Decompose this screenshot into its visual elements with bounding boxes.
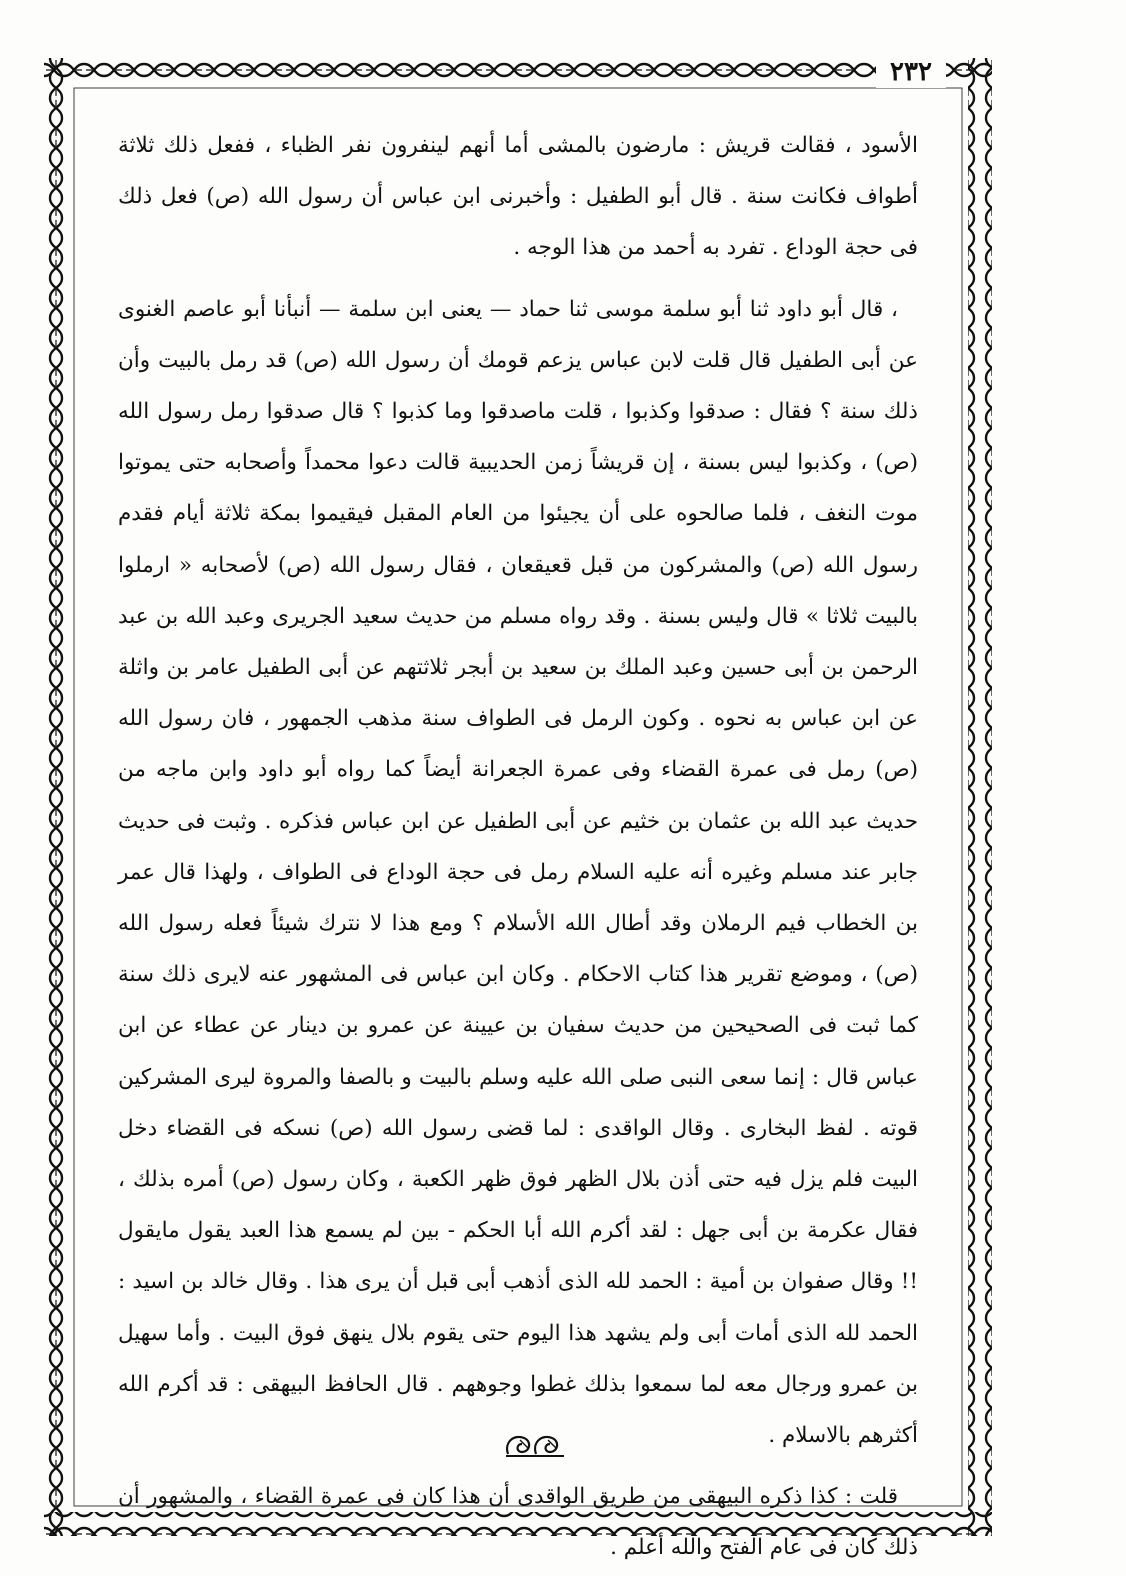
end-ornament-icon [500, 1428, 570, 1462]
paragraph-3: قلت : كذا ذكره البيهقى من طريق الواقدى أن هذا كان فى عمرة القضاء ، والمشهور أن ذلك كان فى عام الفتح والله أعلم . [118, 1484, 918, 1561]
page-body [118, 120, 918, 1574]
paragraph-1: الأسود ، فقالت قريش : مارضون بالمشى أما أنهم لينفرون نفر الظباء ، ففعل ذلك ثلاثة أطواف فكانت سنة . قال أبو الطفيل : وأخبرنى ابن عباس أن رسول الله (ص) فعل ذلك فى حجة الوداع . تفرد به أحمد من هذا الوجه . [118, 133, 918, 261]
paragraph-2: ، قال أبو داود ثنا أبو سلمة موسى ثنا حماد — يعنى ابن سلمة — أنبأنا أبو عاصم الغنوى عن أبى الطفيل قال قلت لابن عباس يزعم قومك أن رسول الله (ص) قد رمل بالبيت وأن ذلك سنة ؟ فقال : صدقوا وكذبوا ، قلت ماصدقوا وما كذبوا ؟ قال صدقوا رمل رسول الله (ص) ، وكذبوا ليس بسنة ، إن قريشاً زمن الحديبية قالت دعوا محمداً وأصحابه حتى يموتوا موت النغف ، فلما صالحوه على أن يجيئوا من العام المقبل فيقيموا بمكة ثلاثة أيام فقدم رسول الله (ص) والمشركون من قبل قعيقعان ، فقال رسول الله (ص) لأصحابه « ارملوا بالبيت ثلاثا » قال وليس بسنة . وقد رواه مسلم من حديث سعيد الجريرى وعبد الله بن عبد الرحمن بن أبى حسين وعبد الملك بن سعيد بن أبجر ثلاثتهم عن أبى الطفيل عامر بن واثلة عن ابن عباس به نحوه . وكون الرمل فى الطواف سنة مذهب الجمهور ، فان رسول الله (ص) رمل فى عمرة القضاء وفى عمرة الجعرانة أيضاً كما رواه أبو داود وابن ماجه من حديث عبد الله بن عثمان بن خثيم عن أبى الطفيل عن ابن عباس فذكره . وثبت فى حديث جابر عند مسلم وغيره أنه عليه السلام رمل فى حجة الوداع فى الطواف ، ولهذا قال عمر بن الخطاب فيم الرملان وقد أطال الله الأسلام ؟ ومع هذا لا نترك شيئاً فعله رسول الله (ص) ، وموضع تقرير هذا كتاب الاحكام . وكان ابن عباس فى المشهور عنه لايرى ذلك سنة كما ثبت فى الصحيحين من حديث سفيان بن عيينة عن عمرو بن دينار عن عطاء عن ابن عباس قال : إنما سعى النبى صلى الله عليه وسلم بالبيت و بالصفا والمروة ليرى المشركين قوته . لفظ البخارى . وقال الواقدى : لما قضى رسول الله (ص) نسكه فى القضاء دخل البيت فلم يزل فيه حتى أذن بلال الظهر فوق ظهر الكعبة ، وكان رسول (ص) أمره بذلك ، فقال عكرمة بن أبى جهل : لقد أكرم الله أبا الحكم - بين لم يسمع هذا العبد يقول مايقول !! وقال صفوان بن أمية : الحمد لله الذى أذهب أبى قبل أن يرى هذا . وقال خالد بن اسيد : الحمد لله الذى أمات أبى ولم يشهد هذا اليوم حتى يقوم بلال ينهق فوق البيت . وأما سهيل بن عمرو ورجال معه لما سمعوا بذلك غطوا وجوههم . قال الحافظ البيهقى : قد أكرم الله أكثرهم بالاسلام . [118, 296, 918, 1449]
page-number: ٢٣٢ [876, 56, 946, 88]
